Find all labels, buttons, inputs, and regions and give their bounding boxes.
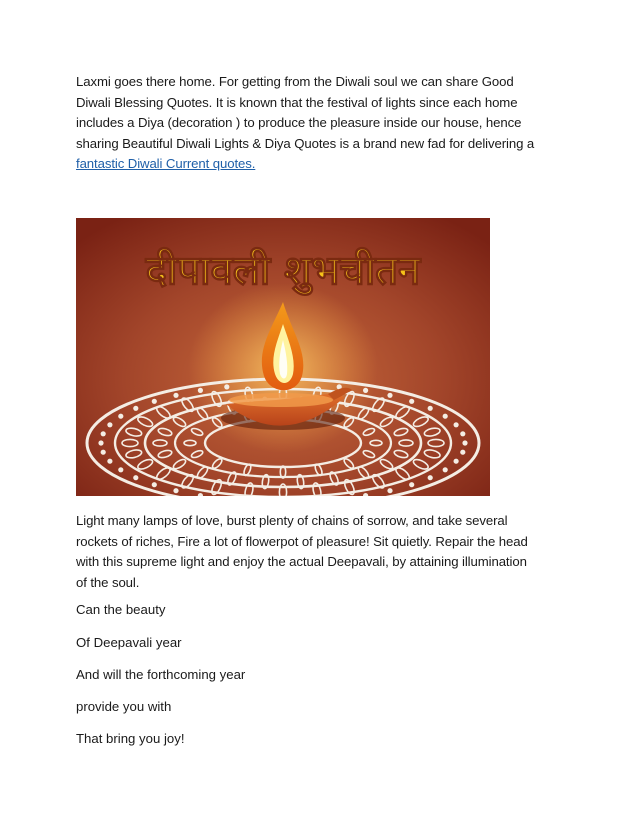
- banner-title: दीपावली शुभचीतन: [145, 248, 421, 294]
- verse-line: provide you with: [76, 699, 172, 714]
- body-line: Light many lamps of love, burst plenty of chains of sorrow, and take several: [76, 513, 508, 528]
- diwali-greeting-image: [76, 218, 490, 496]
- verse-line: Can the beauty: [76, 602, 166, 617]
- intro-line: Laxmi goes there home. For getting from the Diwali soul we can share Good: [76, 74, 514, 89]
- body-line: rockets of riches, Fire a lot of flowerpot of pleasure! Sit quietly. Repair the head: [76, 533, 528, 549]
- intro-line: includes a Diya (decoration ) to produce the pleasure inside our house, hence: [76, 115, 522, 130]
- verse-line: Of Deepavali year: [76, 635, 182, 650]
- verse-line: That bring you joy!: [76, 731, 185, 746]
- body-line: with this supreme light and enjoy the actual Deepavali, by attaining illumination: [76, 554, 527, 569]
- body-line: of the soul.: [76, 574, 140, 590]
- body-paragraph: [76, 511, 566, 593]
- intro-line: sharing Beautiful Diwali Lights & Diya Quotes is a brand new fad for delivering a: [76, 135, 535, 151]
- diwali-quotes-link[interactable]: fantastic Diwali Current quotes.: [76, 156, 256, 171]
- verse-line: And will the forthcoming year: [76, 667, 246, 682]
- intro-paragraph: [76, 72, 566, 175]
- intro-line: Diwali Blessing Quotes. It is known that the festival of lights since each home: [76, 94, 518, 110]
